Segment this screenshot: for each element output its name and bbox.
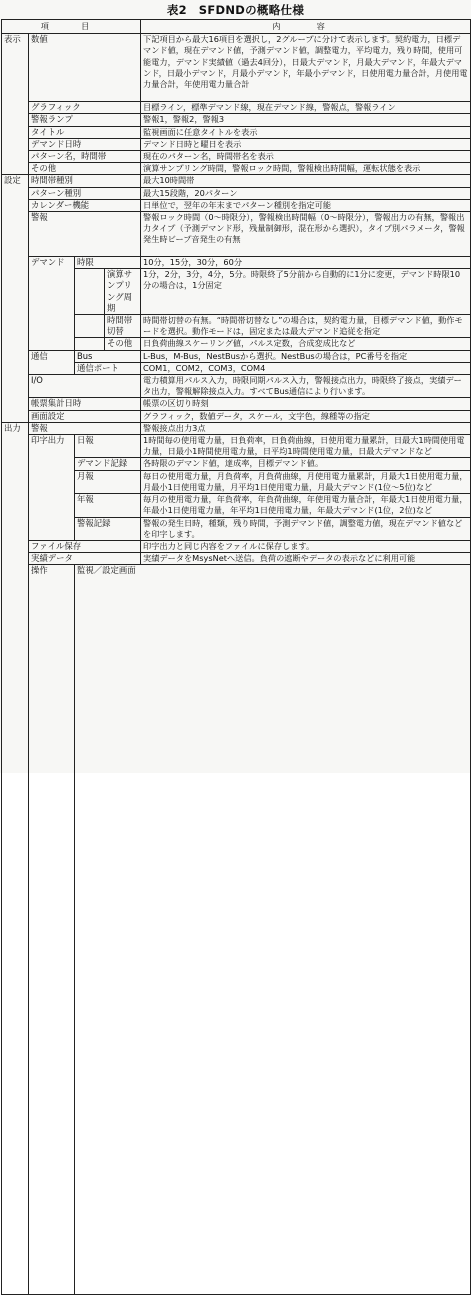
item-label: 演算サンプリング周期: [105, 269, 141, 315]
item-content: 警報接点出力3点: [141, 422, 471, 434]
item-content: 警報1，警報2，警報3: [141, 114, 471, 126]
table-row: [2, 151, 471, 163]
spec-table: [1, 19, 471, 1295]
table-row: [2, 102, 471, 114]
item-label: パターン種別: [29, 187, 141, 199]
item-content: 警報の発生日時，種類，残り時間，予測デマンド値，調整電力値，現在デマンド値などを印字します。: [141, 517, 471, 540]
category-operation: 操作: [29, 565, 75, 1294]
table-row: [2, 257, 471, 269]
table-row: [2, 398, 471, 410]
item-label: 帳票集計日時: [29, 398, 141, 410]
table-row: [2, 435, 471, 458]
item-content: 1分，2分，3分，4分，5分。時限終了5分前から自動的に1分に変更，デマンド時限10分の場合は，1分固定: [141, 269, 471, 315]
table-row: [2, 540, 471, 552]
item-content: 時間帯切替の有無。“時間帯切替なし”の場合は，契約電力量，目標デマンド値，動作モードを選択。動作モードは，固定または最大デマンド追従を指定: [141, 315, 471, 338]
table-row: [2, 187, 471, 199]
item-label: 年報: [75, 494, 141, 517]
item-label: 日報: [75, 435, 141, 458]
item-content: 実績データをMsysNetへ送信。負荷の遮断やデータの表示などに利用可能: [141, 553, 471, 565]
item-content: 各時限のデマンド値，達成率，目標デマンド値。: [141, 458, 471, 470]
category-settings: 設定: [2, 175, 29, 422]
item-content: 目標ライン，標準デマンド線，現在デマンド線，警報点，警報ライン: [141, 102, 471, 114]
item-content: L-Bus，M-Bus，NestBusから選択。NestBusの場合は，PC番号を指定: [141, 350, 471, 362]
item-label: 警報ランプ: [29, 114, 141, 126]
table-row: [2, 410, 471, 422]
table-row: [2, 375, 471, 398]
category-display: 表示: [2, 34, 29, 175]
item-content: 印字出力と同じ内容をファイルに保存します。: [141, 540, 471, 552]
item-label: 時限: [75, 257, 141, 269]
table-row: [2, 163, 471, 175]
table-row: [2, 126, 471, 138]
item-label: 月報: [75, 470, 141, 493]
item-label: グラフィック: [29, 102, 141, 114]
table-row: [2, 422, 471, 434]
item-label: 警報: [29, 212, 141, 257]
table-row: [2, 212, 471, 257]
item-content: 電力積算用パルス入力，時限同期パルス入力，警報接点出力，時限終了接点，実績データ出力，警報解除接点入力。すべてBus通信により行います。: [141, 375, 471, 398]
header-item: 項 目: [2, 20, 141, 34]
group-label-comm: 通信: [29, 350, 75, 374]
table-row: [2, 34, 471, 102]
item-label: 警報: [29, 422, 141, 434]
table-row: [2, 350, 471, 362]
item-label: その他: [29, 163, 141, 175]
group-label-print: 印字出力: [29, 435, 75, 541]
item-content: デマンド日時と曜日を表示: [141, 138, 471, 150]
item-content: 日負荷曲線スケーリング値，パルス定数，合成変成比など: [141, 338, 471, 350]
table-row: [2, 114, 471, 126]
item-label: 時間帯種別: [29, 175, 141, 187]
table-row: [2, 199, 471, 211]
item-content: 最大10時間帯: [141, 175, 471, 187]
item-content: 下記項目から最大16項目を選択し，2グループに分けて表示します。契約電力，日標デマンド値，現在デマンド値，予測デマンド値，調整電力，平均電力，残り時間，使用可能電力，デマンド実績値（過去4回分），日最大デマンド，月最大デマンド，年最大デマンド，日最小デマンド，月最小デマンド，年最小デマンド，日使用電力量合計，月使用電力量合計，年使用電力量合計: [141, 34, 471, 102]
table-header-row: [2, 20, 471, 34]
item-label: パターン名，時間帯: [29, 151, 141, 163]
item-content: 監視画面に任意タイトルを表示: [141, 126, 471, 138]
group-label-demand: デマンド: [29, 257, 75, 351]
item-content: 毎日の使用電力量，月負荷率，月負荷曲線，月使用電力量累計，月最大1日使用電力量，月最小1日使用電力量，月平均1日使用電力量，月最大デマンド(1位～5位)など: [141, 470, 471, 493]
item-label: 監視／設定画面: [75, 565, 471, 1294]
item-label: 画面設定: [29, 410, 141, 422]
table-row: [2, 553, 471, 565]
table-row: [2, 175, 471, 187]
item-label: タイトル: [29, 126, 141, 138]
item-content: 日単位で，翌年の年末までパターン種別を指定可能: [141, 199, 471, 211]
item-content: 警報ロック時間（0～時限分），警報検出時間幅（0～時限分），警報出力の有無，警報出力タイプ（予測デマンド形，残量制御形，混在形から選択），タイプ別パラメータ，警報発生時ビープ音発生の有無: [141, 212, 471, 257]
item-content: 毎月の使用電力量，年負荷率，年負荷曲線，年使用電力量合計，年最大1日使用電力量，年最小1日使用電力量，年平均1日使用電力量，年最大デマンド(1位，2位)など: [141, 494, 471, 517]
header-content: 内 容: [141, 20, 471, 34]
item-label: 通信ポート: [75, 362, 141, 374]
table-row: [2, 138, 471, 150]
item-label: Bus: [75, 350, 141, 362]
item-label: 時間帯切替: [105, 315, 141, 338]
table-row: [2, 565, 471, 1294]
item-label: デマンド記録: [75, 458, 141, 470]
table-caption: 表2 SFDNDの概略仕様: [166, 3, 305, 17]
item-content: 1時間毎の使用電力量，日負荷率，日負荷曲線，日使用電力量累計，日最大1時間使用電力量，日最小1時間使用電力量，日平均1時間使用電力量，日最大デマンドなど: [141, 435, 471, 458]
item-content: COM1，COM2，COM3，COM4: [141, 362, 471, 374]
item-label: 数値: [29, 34, 141, 102]
item-label: ファイル保存: [29, 540, 141, 552]
item-content: グラフィック，数値データ，スケール，文字色，線種等の指定: [141, 410, 471, 422]
item-label: 警報記録: [75, 517, 141, 540]
item-content: 10分，15分，30分，60分: [141, 257, 471, 269]
item-label: 実績データ: [29, 553, 141, 565]
item-content: 帳票の区切り時刻: [141, 398, 471, 410]
item-content: 現在のパターン名，時間帯名を表示: [141, 151, 471, 163]
item-label: デマンド日時: [29, 138, 141, 150]
item-label: カレンダー機能: [29, 199, 141, 211]
item-content: 最大15段階，20パターン: [141, 187, 471, 199]
category-output: 出力: [2, 422, 29, 1294]
item-label: I/O: [29, 375, 141, 398]
item-content: 演算サンプリング時間，警報ロック時間，警報検出時間幅，運転状態を表示: [141, 163, 471, 175]
item-label: その他: [105, 338, 141, 350]
